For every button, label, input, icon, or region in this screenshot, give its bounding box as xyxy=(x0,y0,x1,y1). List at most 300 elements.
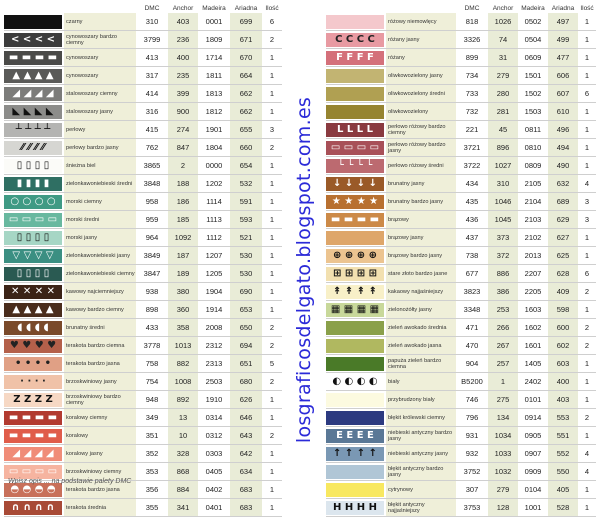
dmc-code: 3753 xyxy=(456,499,488,517)
ariadna-code: 662 xyxy=(230,85,262,103)
right-header-anchor: Anchor xyxy=(492,5,514,12)
symbol-cell xyxy=(4,337,64,355)
thread-row xyxy=(4,211,282,229)
color-name: brązowy jasny xyxy=(386,229,456,247)
symbol-cell xyxy=(326,265,386,283)
color-name: oliwkowozielony xyxy=(386,103,456,121)
symbol-cell xyxy=(326,211,386,229)
color-name: brzoskwiniowy ciemny xyxy=(64,463,136,481)
dmc-code: 904 xyxy=(456,355,488,373)
thread-row xyxy=(326,229,596,247)
ariadna-code: 628 xyxy=(548,265,578,283)
thread-row xyxy=(326,445,596,463)
madeira-code: 0504 xyxy=(518,31,548,49)
thread-row xyxy=(4,13,282,31)
ariadna-code: 610 xyxy=(548,103,578,121)
symbol-cell xyxy=(4,49,64,67)
color-swatch: ┴ ┴ ┴ ┴ xyxy=(4,123,62,137)
thread-row xyxy=(326,13,596,31)
color-swatch xyxy=(326,339,384,353)
symbol-cell xyxy=(4,409,64,427)
symbol-cell xyxy=(4,499,64,517)
quantity: 1 xyxy=(262,103,282,121)
symbol-cell xyxy=(326,463,386,481)
left-table xyxy=(4,4,282,517)
symbol-cell xyxy=(326,67,386,85)
symbol-cell xyxy=(4,391,64,409)
color-swatch: · · · · xyxy=(4,375,62,389)
madeira-code: 2103 xyxy=(518,211,548,229)
color-swatch: ★ ★ ★ ★ xyxy=(326,195,384,209)
anchor-code: 253 xyxy=(488,301,518,319)
symbol-cell xyxy=(326,391,386,409)
quantity: 1 xyxy=(262,49,282,67)
thread-row xyxy=(326,355,596,373)
color-name: oliwkowozielony jasny xyxy=(386,67,456,85)
right-header-ilosc: Ilość xyxy=(580,5,594,12)
color-swatch xyxy=(4,15,62,29)
ariadna-code: 497 xyxy=(548,13,578,31)
dmc-code: 3752 xyxy=(456,463,488,481)
quantity: 1 xyxy=(578,49,596,67)
color-swatch: ▲ ▲ ▲ ▲ xyxy=(4,69,62,83)
color-name: brunatny bardzo jasny xyxy=(386,193,456,211)
dmc-code: 899 xyxy=(456,49,488,67)
thread-row xyxy=(326,283,596,301)
watermark-text: losgraficosdelgato.blogspot.com.es xyxy=(293,96,315,444)
dmc-code: 959 xyxy=(136,211,168,229)
symbol-cell xyxy=(4,301,64,319)
color-swatch: ⁄⁄ ⁄⁄ ⁄⁄ ⁄⁄ xyxy=(4,141,62,155)
symbol-cell xyxy=(326,139,386,157)
anchor-code: 373 xyxy=(488,229,518,247)
dmc-code: 353 xyxy=(136,463,168,481)
madeira-code: 0314 xyxy=(198,409,230,427)
dmc-code: 964 xyxy=(136,229,168,247)
color-swatch: ⊕ ⊕ ⊕ ⊕ xyxy=(326,249,384,263)
quantity: 1 xyxy=(262,229,282,247)
quantity: 2 xyxy=(262,139,282,157)
anchor-code: 1026 xyxy=(488,13,518,31)
color-name: koralowy jasny xyxy=(64,445,136,463)
symbol-cell xyxy=(4,265,64,283)
right-header-madeira: Madeira xyxy=(521,5,545,12)
thread-row xyxy=(326,211,596,229)
madeira-code: 1405 xyxy=(518,355,548,373)
dmc-code: 355 xyxy=(136,499,168,517)
dmc-code: 3348 xyxy=(456,301,488,319)
anchor-code: 372 xyxy=(488,247,518,265)
quantity: 2 xyxy=(262,319,282,337)
thread-row xyxy=(326,49,596,67)
anchor-code: 186 xyxy=(168,193,198,211)
symbol-cell xyxy=(4,427,64,445)
color-swatch: ▽ ▽ ▽ ▽ xyxy=(4,249,62,263)
color-name: perłowo różowy średni xyxy=(386,157,456,175)
ariadna-code: 699 xyxy=(230,13,262,31)
dmc-code: 732 xyxy=(456,103,488,121)
ariadna-code: 683 xyxy=(230,499,262,517)
dmc-code: 434 xyxy=(456,175,488,193)
ariadna-code: 632 xyxy=(548,175,578,193)
color-swatch xyxy=(326,69,384,83)
ariadna-code: 552 xyxy=(548,445,578,463)
anchor-code: 185 xyxy=(168,211,198,229)
anchor-code: 235 xyxy=(168,67,198,85)
anchor-code: 266 xyxy=(488,319,518,337)
quantity: 1 xyxy=(578,139,596,157)
quantity: 1 xyxy=(262,481,282,499)
thread-row xyxy=(4,373,282,391)
thread-row xyxy=(326,391,596,409)
anchor-code: 128 xyxy=(488,499,518,517)
madeira-code: 0401 xyxy=(198,499,230,517)
symbol-cell xyxy=(4,445,64,463)
color-swatch: ✕ ✕ ✕ ✕ xyxy=(4,285,62,299)
anchor-code: 900 xyxy=(168,103,198,121)
symbol-cell xyxy=(326,85,386,103)
quantity: 1 xyxy=(262,157,282,175)
dmc-code: 734 xyxy=(456,67,488,85)
color-name: brunatny jasny xyxy=(386,175,456,193)
madeira-code: 1901 xyxy=(198,121,230,139)
thread-row xyxy=(326,337,596,355)
left-header-name xyxy=(64,4,136,13)
quantity: 2 xyxy=(578,409,596,427)
quantity: 1 xyxy=(262,247,282,265)
anchor-code: 267 xyxy=(488,337,518,355)
thread-row xyxy=(4,409,282,427)
ariadna-code: 600 xyxy=(548,319,578,337)
color-name: zieleń awokado średnia xyxy=(386,319,456,337)
madeira-code: 0312 xyxy=(198,427,230,445)
symbol-cell xyxy=(326,121,386,139)
symbol-cell xyxy=(4,247,64,265)
thread-row xyxy=(326,373,596,391)
ariadna-code: 532 xyxy=(230,175,262,193)
madeira-code: 0909 xyxy=(518,463,548,481)
symbol-cell xyxy=(4,319,64,337)
madeira-code: 1914 xyxy=(198,301,230,319)
anchor-code: 189 xyxy=(168,265,198,283)
anchor-code: 280 xyxy=(488,85,518,103)
anchor-code: 1008 xyxy=(168,373,198,391)
symbol-cell xyxy=(4,193,64,211)
anchor-code: 31 xyxy=(488,49,518,67)
quantity: 1 xyxy=(262,409,282,427)
quantity: 6 xyxy=(578,85,596,103)
color-name: cynowoszary xyxy=(64,49,136,67)
left-header-dmc: DMC xyxy=(144,5,160,12)
color-swatch xyxy=(326,321,384,335)
madeira-code: 2402 xyxy=(518,373,548,391)
quantity: 4 xyxy=(578,445,596,463)
symbol-cell xyxy=(4,121,64,139)
madeira-code: 1202 xyxy=(198,175,230,193)
dmc-code: 413 xyxy=(136,49,168,67)
thread-row xyxy=(4,49,282,67)
quantity: 2 xyxy=(578,283,596,301)
thread-row xyxy=(4,121,282,139)
madeira-code: 1602 xyxy=(518,319,548,337)
symbol-cell xyxy=(326,355,386,373)
quantity: 3 xyxy=(578,193,596,211)
anchor-code: 1013 xyxy=(168,337,198,355)
ariadna-code: 629 xyxy=(548,211,578,229)
color-name: niebieski antyczny jasny xyxy=(386,445,456,463)
dmc-code: 746 xyxy=(456,391,488,409)
symbol-cell xyxy=(326,31,386,49)
color-name: koralowy ciemny xyxy=(64,409,136,427)
thread-row xyxy=(4,301,282,319)
dmc-code: 818 xyxy=(456,13,488,31)
madeira-code: 1113 xyxy=(198,211,230,229)
color-swatch: └ └ └ └ xyxy=(326,159,384,173)
madeira-code: 0000 xyxy=(198,157,230,175)
anchor-code: 847 xyxy=(168,139,198,157)
thread-row xyxy=(326,427,596,445)
dmc-code: 3865 xyxy=(136,157,168,175)
thread-row xyxy=(326,175,596,193)
color-name: stare złoto bardzo jasne xyxy=(386,265,456,283)
anchor-code: 1 xyxy=(488,373,518,391)
ariadna-code: 634 xyxy=(230,463,262,481)
color-swatch: ↑ ↑ ↑ ↑ xyxy=(326,447,384,461)
quantity: 1 xyxy=(578,499,596,517)
quantity: 2 xyxy=(262,427,282,445)
dmc-code: 932 xyxy=(456,445,488,463)
color-name: kakaowy najjaśniejszy xyxy=(386,283,456,301)
thread-row xyxy=(4,391,282,409)
thread-row xyxy=(326,67,596,85)
ariadna-code: 409 xyxy=(548,283,578,301)
anchor-code: 74 xyxy=(488,31,518,49)
dmc-code: 415 xyxy=(136,121,168,139)
madeira-code: 1114 xyxy=(198,193,230,211)
symbol-cell xyxy=(326,319,386,337)
ariadna-code: 490 xyxy=(548,157,578,175)
ariadna-code: 603 xyxy=(548,355,578,373)
color-name: przybrudzony biały xyxy=(386,391,456,409)
ariadna-code: 655 xyxy=(230,121,262,139)
color-name: brzoskwiniowy jasny xyxy=(64,373,136,391)
quantity: 2 xyxy=(578,337,596,355)
anchor-code: 279 xyxy=(488,481,518,499)
color-name: stalowoszary jasny xyxy=(64,103,136,121)
anchor-code: 892 xyxy=(168,391,198,409)
thread-row xyxy=(326,463,596,481)
madeira-code: 1809 xyxy=(198,31,230,49)
color-swatch: ▯ ▯ ▯ ▯ xyxy=(4,231,62,245)
dmc-code: 754 xyxy=(136,373,168,391)
color-swatch: ⊞ ⊞ ⊞ ⊞ xyxy=(326,267,384,281)
color-swatch xyxy=(326,465,384,479)
color-swatch: ▬ ▬ ▬ ▬ xyxy=(326,213,384,227)
dmc-code: 938 xyxy=(136,283,168,301)
madeira-code: 2104 xyxy=(518,193,548,211)
color-swatch: ▭ ▭ ▭ ▭ xyxy=(4,465,62,479)
symbol-cell xyxy=(4,13,64,31)
color-name: błękit królewski ciemny xyxy=(386,409,456,427)
dmc-code: 221 xyxy=(456,121,488,139)
thread-row xyxy=(4,31,282,49)
ariadna-code: 651 xyxy=(230,355,262,373)
dmc-code: 317 xyxy=(136,67,168,85)
color-swatch: Z Z Z Z xyxy=(4,393,62,407)
color-name: morski średni xyxy=(64,211,136,229)
quantity: 1 xyxy=(578,121,596,139)
symbol-cell xyxy=(326,247,386,265)
color-swatch: ◖ ◖ ◖ ◖ xyxy=(4,321,62,335)
color-swatch: ♥ ♥ ♥ ♥ xyxy=(4,339,62,353)
madeira-code: 0907 xyxy=(518,445,548,463)
dmc-code: 436 xyxy=(456,211,488,229)
watermark xyxy=(287,70,321,470)
color-swatch: ◐ ◐ ◐ ◐ xyxy=(326,375,384,389)
dmc-code: 307 xyxy=(456,481,488,499)
ariadna-code: 683 xyxy=(230,481,262,499)
thread-row xyxy=(326,139,596,157)
color-name: cynowoszary xyxy=(64,67,136,85)
dmc-code: 948 xyxy=(136,391,168,409)
dmc-code: 758 xyxy=(136,355,168,373)
left-header-ariadna: Ariadna xyxy=(234,5,258,12)
thread-row xyxy=(4,157,282,175)
quantity: 1 xyxy=(262,211,282,229)
color-swatch xyxy=(326,393,384,407)
thread-row xyxy=(4,445,282,463)
anchor-code: 886 xyxy=(488,265,518,283)
color-name: perłowo różowy bardzo ciemny xyxy=(386,121,456,139)
ariadna-code: 680 xyxy=(230,373,262,391)
ariadna-code: 521 xyxy=(230,229,262,247)
color-name: różany jasny xyxy=(386,31,456,49)
anchor-code: 868 xyxy=(168,463,198,481)
madeira-code: 0809 xyxy=(518,157,548,175)
madeira-code: 1813 xyxy=(198,85,230,103)
anchor-code: 257 xyxy=(488,355,518,373)
symbol-cell xyxy=(326,445,386,463)
ariadna-code: 496 xyxy=(548,121,578,139)
color-name: różowy niemowlęcy xyxy=(386,13,456,31)
color-swatch: L L L L xyxy=(326,123,384,137)
madeira-code: 1910 xyxy=(198,391,230,409)
thread-row xyxy=(4,193,282,211)
quantity: 3 xyxy=(578,211,596,229)
thread-row xyxy=(4,319,282,337)
dmc-code: 351 xyxy=(136,427,168,445)
right-table xyxy=(326,4,596,517)
thread-row xyxy=(4,283,282,301)
dmc-code: 3847 xyxy=(136,265,168,283)
color-swatch: ▯ ▯ ▯ ▯ xyxy=(4,159,62,173)
left-header-ilosc: Ilość xyxy=(265,5,279,12)
color-swatch: ▭ ▭ ▭ ▭ xyxy=(326,141,384,155)
thread-row xyxy=(4,265,282,283)
madeira-code: 2105 xyxy=(518,175,548,193)
dmc-code: 316 xyxy=(136,103,168,121)
thread-row xyxy=(326,265,596,283)
anchor-code: 341 xyxy=(168,499,198,517)
color-name: biały xyxy=(386,373,456,391)
ariadna-code: 602 xyxy=(548,337,578,355)
symbol-cell xyxy=(326,283,386,301)
quantity: 1 xyxy=(578,103,596,121)
ariadna-code: 689 xyxy=(548,193,578,211)
color-name: kawowy bardzo ciemny xyxy=(64,301,136,319)
anchor-code: 1045 xyxy=(488,211,518,229)
color-swatch xyxy=(326,357,384,371)
ariadna-code: 627 xyxy=(548,229,578,247)
madeira-code: 0502 xyxy=(518,13,548,31)
color-swatch: • • • • xyxy=(4,357,62,371)
anchor-code: 275 xyxy=(488,391,518,409)
madeira-code: 1501 xyxy=(518,67,548,85)
dmc-code: 470 xyxy=(456,337,488,355)
ariadna-code: 593 xyxy=(230,211,262,229)
anchor-code: 134 xyxy=(488,409,518,427)
symbol-cell xyxy=(4,175,64,193)
dmc-code: 3326 xyxy=(456,31,488,49)
madeira-code: 1603 xyxy=(518,301,548,319)
quantity: 6 xyxy=(578,265,596,283)
color-name: zielonkawoniebieski średni xyxy=(64,175,136,193)
quantity: 2 xyxy=(262,337,282,355)
color-name: zielonkawoniebieski jasny xyxy=(64,247,136,265)
ariadna-code: 551 xyxy=(548,427,578,445)
color-swatch: ▲ ▲ ▲ ▲ xyxy=(4,303,62,317)
ariadna-code: 643 xyxy=(230,427,262,445)
symbol-cell xyxy=(4,31,64,49)
color-name: błękit antyczny bardzo jasny xyxy=(386,463,456,481)
symbol-cell xyxy=(326,373,386,391)
dmc-code: 310 xyxy=(136,13,168,31)
quantity: 1 xyxy=(578,229,596,247)
symbol-cell xyxy=(326,157,386,175)
symbol-cell xyxy=(326,409,386,427)
madeira-code: 1502 xyxy=(518,85,548,103)
color-name: terakota bardzo jasna xyxy=(64,355,136,373)
symbol-cell xyxy=(326,49,386,67)
anchor-code: 399 xyxy=(168,85,198,103)
left-header-madeira: Madeira xyxy=(202,5,226,12)
symbol-cell xyxy=(326,337,386,355)
dmc-code: 3721 xyxy=(456,139,488,157)
ariadna-code: 499 xyxy=(548,31,578,49)
anchor-code: 2 xyxy=(168,157,198,175)
dmc-code: 738 xyxy=(456,247,488,265)
color-swatch xyxy=(326,411,384,425)
dmc-code: 3778 xyxy=(136,337,168,355)
quantity: 1 xyxy=(578,355,596,373)
ariadna-code: 591 xyxy=(230,193,262,211)
thread-row xyxy=(326,157,596,175)
symbol-cell xyxy=(4,85,64,103)
dmc-code: 3848 xyxy=(136,175,168,193)
symbol-cell xyxy=(326,301,386,319)
madeira-code: 1503 xyxy=(518,103,548,121)
madeira-code: 0810 xyxy=(518,139,548,157)
color-swatch: ▦ ▦ ▦ ▦ xyxy=(326,303,384,317)
quantity: 4 xyxy=(578,463,596,481)
ariadna-code: 403 xyxy=(548,391,578,409)
symbol-cell xyxy=(326,193,386,211)
dmc-code: 433 xyxy=(136,319,168,337)
madeira-code: 2013 xyxy=(518,247,548,265)
color-swatch xyxy=(326,231,384,245)
anchor-code: 896 xyxy=(488,139,518,157)
color-swatch: ▬ ▬ ▬ ▬ xyxy=(4,51,62,65)
